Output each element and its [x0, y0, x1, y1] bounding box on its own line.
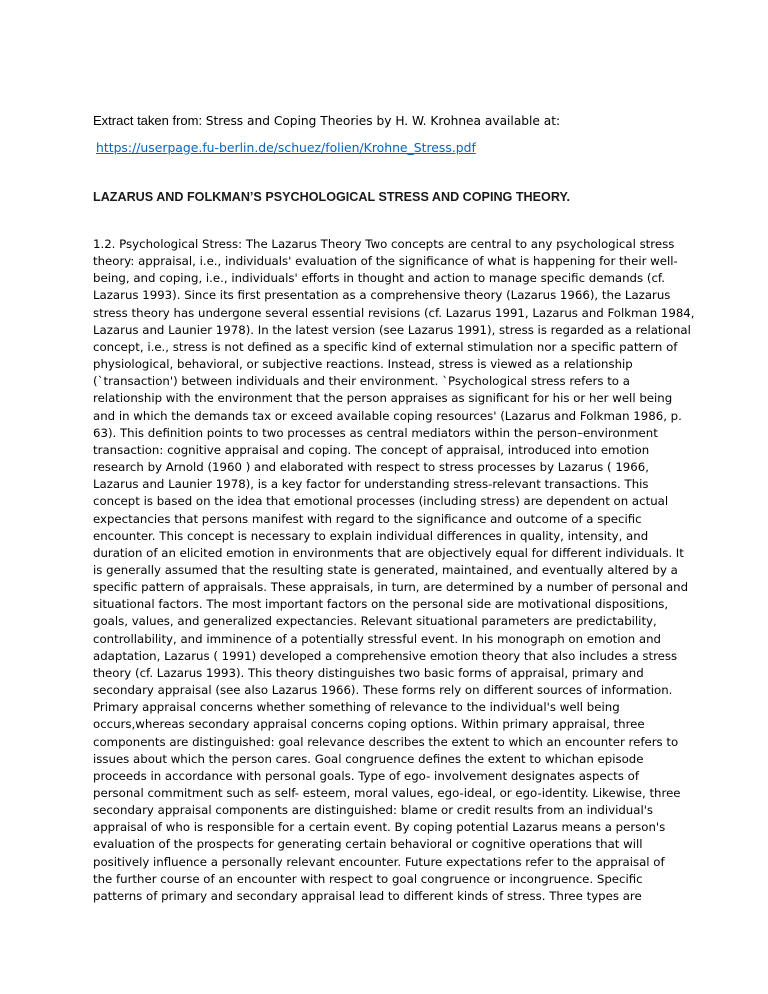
body-line: positively influence a personally relevant encounter. Future expectations refer to the appraisal of [93, 854, 665, 869]
body-line: (`transaction') between individuals and their environment. `Psychological stress refers to a [93, 374, 630, 389]
body-line: goals, values, and generalized expectancies. Relevant situational parameters are predictability, [93, 614, 657, 629]
body-paragraph [93, 236, 695, 905]
body-line: stress theory has undergone several essential revisions (cf. Lazarus 1991, Lazarus and Folkman 1984, [93, 305, 695, 320]
body-line: physiological, behavioral, or subjective reactions. Instead, stress is viewed as a relationship [93, 357, 633, 372]
source-attribution [93, 113, 560, 129]
body-line: theory (cf. Lazarus 1993). This theory distinguishes two basic forms of appraisal, primary and [93, 665, 644, 680]
section-heading: LAZARUS AND FOLKMAN’S PSYCHOLOGICAL STRESS AND COPING THEORY. [93, 190, 570, 204]
body-line: secondary appraisal (see also Lazarus 1966). These forms rely on different sources of information. [93, 683, 673, 698]
body-line: controllability, and imminence of a potentially stressful event. In his monograph on emotion and [93, 631, 661, 646]
source-link[interactable]: https://userpage.fu-berlin.de/schuez/folien/Krohne_Stress.pdf [96, 140, 476, 155]
body-line: research by Arnold (1960 ) and elaborated with respect to stress processes by Lazarus ( 1966, [93, 460, 649, 475]
source-prefix: Extract taken from: [93, 113, 206, 128]
source-title: Stress and Coping Theories by H. W. Krohnea available at: [205, 114, 561, 128]
body-line: specific pattern of appraisals. These appraisals, in turn, are determined by a number of personal and [93, 580, 689, 595]
body-line: evaluation of the prospects for generating certain behavioral or cognitive operations that will [93, 837, 643, 852]
body-line: personal commitment such as self- esteem, moral values, ego-ideal, or ego-identity. Likewise, three [93, 786, 681, 800]
body-line: Lazarus 1993). Since its first presentation as a comprehensive theory (Lazarus 1966), the Lazarus [93, 288, 671, 303]
body-line: patterns of primary and secondary appraisal lead to different kinds of stress. Three types are [93, 888, 642, 903]
body-line: situational factors. The most important factors on the personal side are motivational dispositions, [93, 597, 669, 612]
body-line: adaptation, Lazarus ( 1991) developed a comprehensive emotion theory that also includes a stress [93, 648, 678, 663]
body-line: and in which the demands tax or exceed available coping resources' (Lazarus and Folkman 1986, p. [93, 408, 682, 423]
body-line: issues about which the person cares. Goal congruence defines the extent to whichan episode [93, 751, 644, 766]
body-line: occurs,whereas secondary appraisal concerns coping options. Within primary appraisal, three [93, 717, 645, 732]
body-line: concept is based on the idea that emotional processes (including stress) are dependent on actual [93, 494, 669, 509]
body-line: is generally assumed that the resulting state is generated, maintained, and eventually altered by a [93, 562, 678, 577]
body-line: expectancies that persons manifest with regard to the significance and outcome of a specific [93, 511, 642, 526]
body-line: concept, i.e., stress is not defined as a specific kind of external stimulation nor a specific pattern of [93, 339, 678, 354]
body-line: relationship with the environment that the person appraises as significant for his or her well being [93, 391, 673, 406]
body-line: 1.2. Psychological Stress: The Lazarus Theory Two concepts are central to any psychological stress [93, 237, 675, 251]
body-line: appraisal of who is responsible for a certain event. By coping potential Lazarus means a person's [93, 820, 666, 835]
body-line: Lazarus and Launier 1978), is a key factor for understanding stress-relevant transactions. This [93, 477, 649, 492]
body-line: duration of an elicited emotion in environments that are objectively equal for different individuals. It [93, 545, 684, 560]
body-line: components are distinguished: goal relevance describes the extent to which an encounter refers to [93, 734, 679, 749]
body-line: theory: appraisal, i.e., individuals' evaluation of the significance of what is happening for their well- [93, 254, 678, 269]
body-line: transaction: cognitive appraisal and coping. The concept of appraisal, introduced into emotion [93, 442, 650, 457]
body-line: the further course of an encounter with respect to goal congruence or incongruence. Specific [93, 871, 643, 886]
body-line: encounter. This concept is necessary to explain individual differences in quality, intensity, and [93, 528, 649, 543]
body-line: secondary appraisal components are distinguished: blame or credit results from an individual's [93, 803, 654, 818]
body-line: proceeds in accordance with personal goals. Type of ego- involvement designates aspects of [93, 768, 639, 783]
body-line: Primary appraisal concerns whether something of relevance to the individual's well being [93, 700, 620, 715]
body-line: being, and coping, i.e., individuals' efforts in thought and action to manage specific demands (cf. [93, 271, 665, 286]
body-line: Lazarus and Launier 1978). In the latest version (see Lazarus 1991), stress is regarded as a relational [93, 322, 691, 337]
body-line: 63). This definition points to two processes as central mediators within the person–environment [93, 425, 658, 440]
